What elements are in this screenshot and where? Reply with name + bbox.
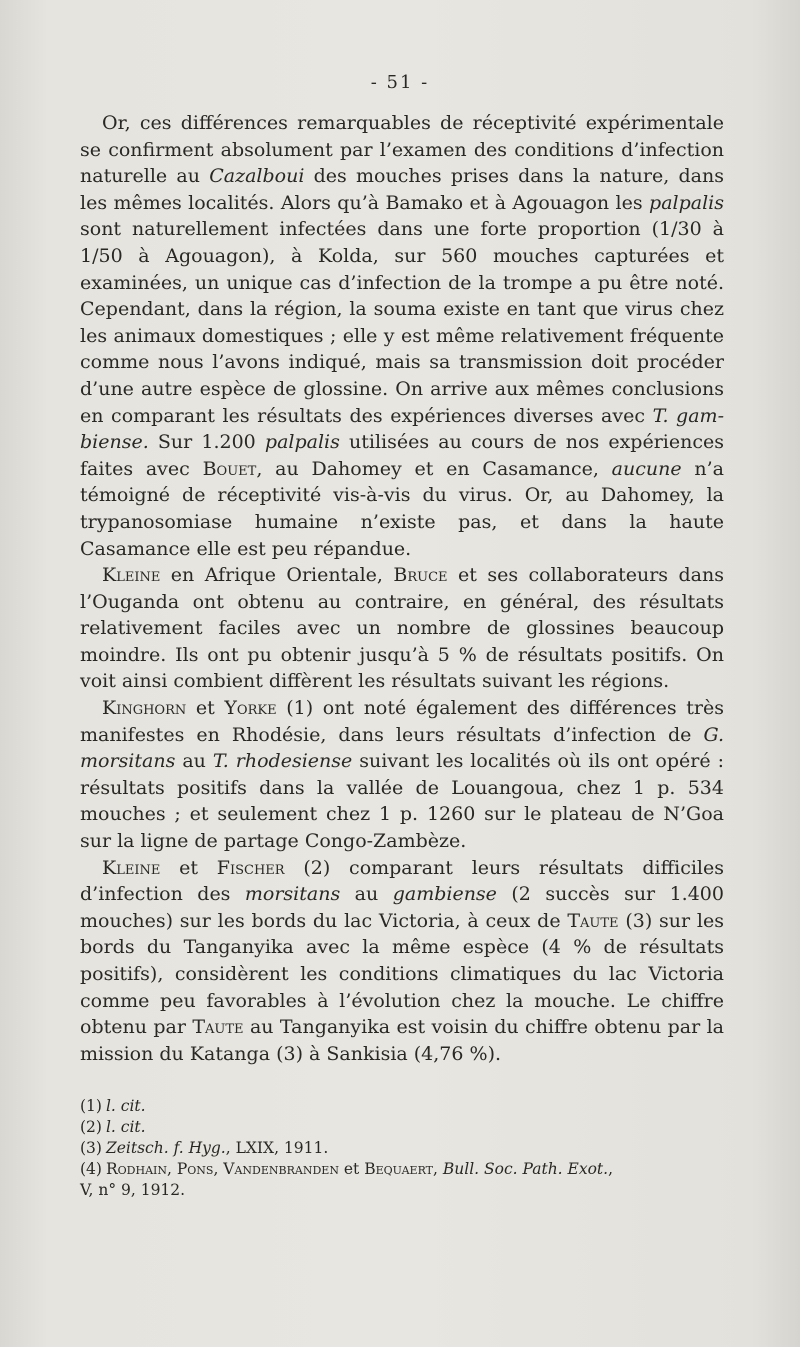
paragraph-3: Kinghorn et Yorke (1) ont noté également des différences très manifestes en Rhodésie, dans leurs résultats d’infection de G. morsitans au T. rhodesiense suivant les localités où ils ont opéré : résultats positifs dans la vallée de Louangoua, chez 1 p. 534 mouches ; et seulement chez 1 p. 1260 sur le plateau de N’Goa sur la ligne de partage Congo-Zambèze. [80,697,724,853]
footnote-1: (1) l. cit. [80,1097,146,1115]
page-number: - 51 - [370,72,430,93]
paragraph-2: Kleine en Afrique Orientale, Bruce et ses collaborateurs dans l’Ouganda ont obtenu au contraire, en général, des résultats relativement faciles avec un nombre de glossines beaucoup moindre. Ils ont pu obtenir jusqu’à 5 % de résultats positifs. On voit ainsi combient diffèrent les résultats suivant les régions. [80,564,724,693]
footnote-3: (3) Zeitsch. f. Hyg., LXIX, 1911. [80,1139,329,1157]
paragraph-1: Or, ces différences remarquables de réceptivité expérimentale se confirment absolument par l’examen des conditions d’infection naturelle au Cazalboui des mouches prises dans la nature, dans les mêmes localités. Alors qu’à Bamako et à Agouagon les palpalis sont naturellement infectées dans une forte proportion (1/30 à 1/50 à Agouagon), à Kolda, sur 560 mouches capturées et examinées, un unique cas d’infection de la trompe a pu être noté. Cependant, dans la région, la souma existe en tant que virus chez les animaux domestiques ; elle y est même relativement fréquente comme nous l’avons indiqué, mais sa transmission doit procéder d’une autre espèce de glossine. On arrive aux mêmes conclusions en comparant les résultats des expériences diverses avec T. gam-biense. Sur 1.200 palpalis utilisées au cours de nos expériences faites avec Bouet, au Dahomey et en Casamance, aucune n’a témoigné de réceptivité vis-à-vis du virus. Or, au Dahomey, la trypanosomiase humaine n’existe pas, et dans la haute Casamance elle est peu répandue. [80,112,724,560]
footnote-2: (2) l. cit. [80,1118,146,1136]
footnote-4: (4) Rodhain, Pons, Vandenbranden et Bequaert, Bull. Soc. Path. Exot., [80,1160,614,1178]
footnotes [80,1096,730,1201]
main-text [80,110,724,1067]
footnote-4-continued: V, n° 9, 1912. [80,1181,186,1199]
paragraph-4: Kleine et Fischer (2) comparant leurs résultats difficiles d’infection des morsitans au gambiense (2 succès sur 1.400 mouches) sur les bords du lac Victoria, à ceux de Taute (3) sur les bords du Tanganyika avec la même espèce (4 % de résultats positifs), considèrent les conditions climatiques du lac Victoria comme peu favorables à l’évolution chez la mouche. Le chiffre obtenu par Taute au Tanganyika est voisin du chiffre obtenu par la mission du Katanga (3) à Sankisia (4,76 %). [80,856,724,1065]
